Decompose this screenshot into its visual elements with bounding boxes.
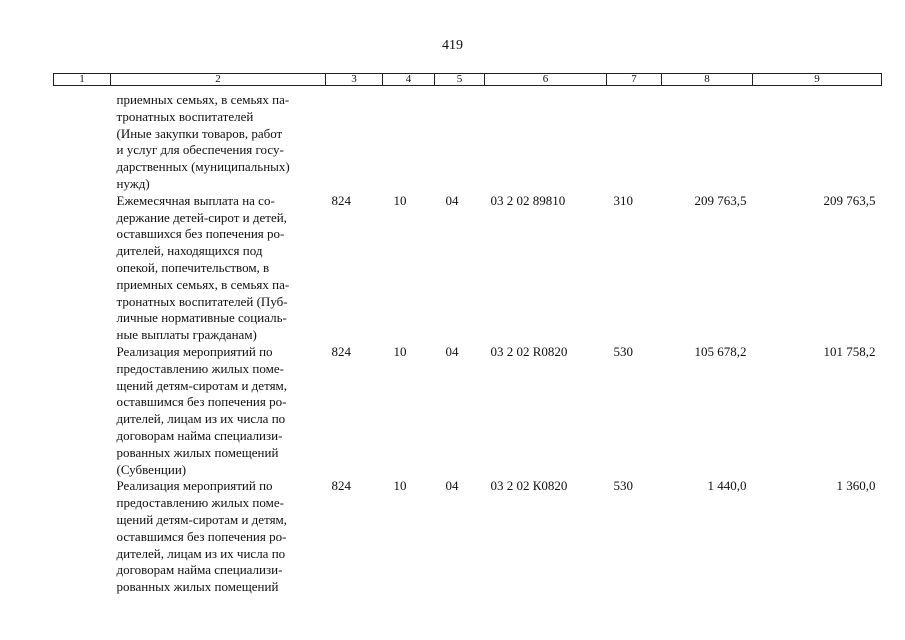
column-header: 2 xyxy=(111,74,326,86)
target-article-cell: 03 2 02 89810 xyxy=(490,192,566,208)
expense-type-cell: 530 xyxy=(613,478,633,494)
description-cell xyxy=(111,478,326,596)
amount-cell xyxy=(662,86,753,193)
amount-cell xyxy=(753,86,882,193)
subsection-cell xyxy=(435,86,485,193)
description-line: приемных семьях, в семьях па- xyxy=(116,92,290,107)
description-line: тронатных воспитателей xyxy=(116,108,254,124)
row-number-cell xyxy=(54,86,111,193)
description-line: (Иные закупки товаров, работ xyxy=(116,125,283,141)
column-header: 5 xyxy=(435,74,485,86)
description-cell xyxy=(111,86,326,193)
subsection-cell: 04 xyxy=(445,343,459,359)
description-line: ные выплаты гражданам) xyxy=(116,327,257,343)
ministry-code-cell: 824 xyxy=(331,343,351,359)
amount-cell: 1 440,0 xyxy=(707,478,747,494)
expense-type-cell: 530 xyxy=(613,343,633,359)
description-line: оставшимся без попечения ро- xyxy=(116,528,287,544)
description-line: рованных жилых помещений xyxy=(116,444,279,460)
page-number: 419 xyxy=(442,38,463,53)
subsection-cell: 04 xyxy=(445,192,459,208)
description-line: приемных семьях, в семьях па- xyxy=(116,276,290,292)
description-line: договорам найма специализи- xyxy=(116,427,283,443)
ministry-code-cell: 824 xyxy=(331,192,351,208)
subsection-cell: 04 xyxy=(445,478,459,494)
column-header: 7 xyxy=(607,74,662,86)
budget-table xyxy=(53,73,882,596)
description-line: оставшимся без попечения ро- xyxy=(116,394,287,410)
section-cell: 10 xyxy=(393,478,407,494)
description-cell xyxy=(111,193,326,344)
amount-cell: 1 360,0 xyxy=(836,478,876,494)
target-article-cell xyxy=(485,86,607,193)
description-line: дителей, лицам из их числа по xyxy=(116,411,286,427)
description-line: опекой, попечительством, в xyxy=(116,259,270,275)
description-line: держание детей-сирот и детей, xyxy=(116,209,287,225)
description-line: оставшихся без попечения ро- xyxy=(116,226,285,242)
description-line: (Субвенции) xyxy=(116,461,187,477)
column-header: 8 xyxy=(662,74,753,86)
column-header: 4 xyxy=(383,74,435,86)
description-line: щений детям-сиротам и детям, xyxy=(116,377,288,393)
amount-cell: 209 763,5 xyxy=(823,192,876,208)
column-header: 9 xyxy=(753,74,882,86)
table-row xyxy=(54,86,882,193)
description-cell xyxy=(111,344,326,478)
column-header: 3 xyxy=(326,74,383,86)
section-cell: 10 xyxy=(393,343,407,359)
description-line: щений детям-сиротам и детям, xyxy=(116,511,288,527)
ministry-code-cell: 824 xyxy=(331,478,351,494)
description-line: дителей, лицам из их числа по xyxy=(116,545,286,561)
table-row xyxy=(54,344,882,478)
column-number-header xyxy=(54,74,882,86)
row-number-cell xyxy=(54,478,111,596)
description-line: Реализация мероприятий по xyxy=(116,343,273,359)
description-line: предоставлению жилых поме- xyxy=(116,360,284,376)
description-line: тронатных воспитателей (Пуб- xyxy=(116,293,288,309)
description-line: рованных жилых помещений xyxy=(116,579,279,595)
row-number-cell xyxy=(54,193,111,344)
target-article-cell: 03 2 02 R0820 xyxy=(490,343,568,359)
description-line: Реализация мероприятий по xyxy=(116,478,273,494)
column-header: 1 xyxy=(54,74,111,86)
description-line: дителей, находящихся под xyxy=(116,243,263,259)
table-row xyxy=(54,193,882,344)
section-cell xyxy=(383,86,435,193)
ministry-code-cell xyxy=(326,86,383,193)
expense-type-cell: 310 xyxy=(613,192,633,208)
expense-type-cell xyxy=(607,86,662,193)
section-cell: 10 xyxy=(393,192,407,208)
amount-cell: 209 763,5 xyxy=(694,192,747,208)
description-line: дарственных (муниципальных) xyxy=(116,159,290,175)
row-number-cell xyxy=(54,344,111,478)
description-line: договорам найма специализи- xyxy=(116,562,283,578)
description-line: и услуг для обеспечения госу- xyxy=(116,142,284,158)
column-header: 6 xyxy=(485,74,607,86)
description-line: личные нормативные социаль- xyxy=(116,310,287,326)
amount-cell: 101 758,2 xyxy=(823,343,876,359)
description-line: предоставлению жилых поме- xyxy=(116,495,284,511)
amount-cell: 105 678,2 xyxy=(694,343,747,359)
description-line: нужд) xyxy=(116,175,150,191)
table-row xyxy=(54,478,882,596)
target-article-cell: 03 2 02 К0820 xyxy=(490,478,568,494)
description-line: Ежемесячная выплата на со- xyxy=(116,192,275,208)
